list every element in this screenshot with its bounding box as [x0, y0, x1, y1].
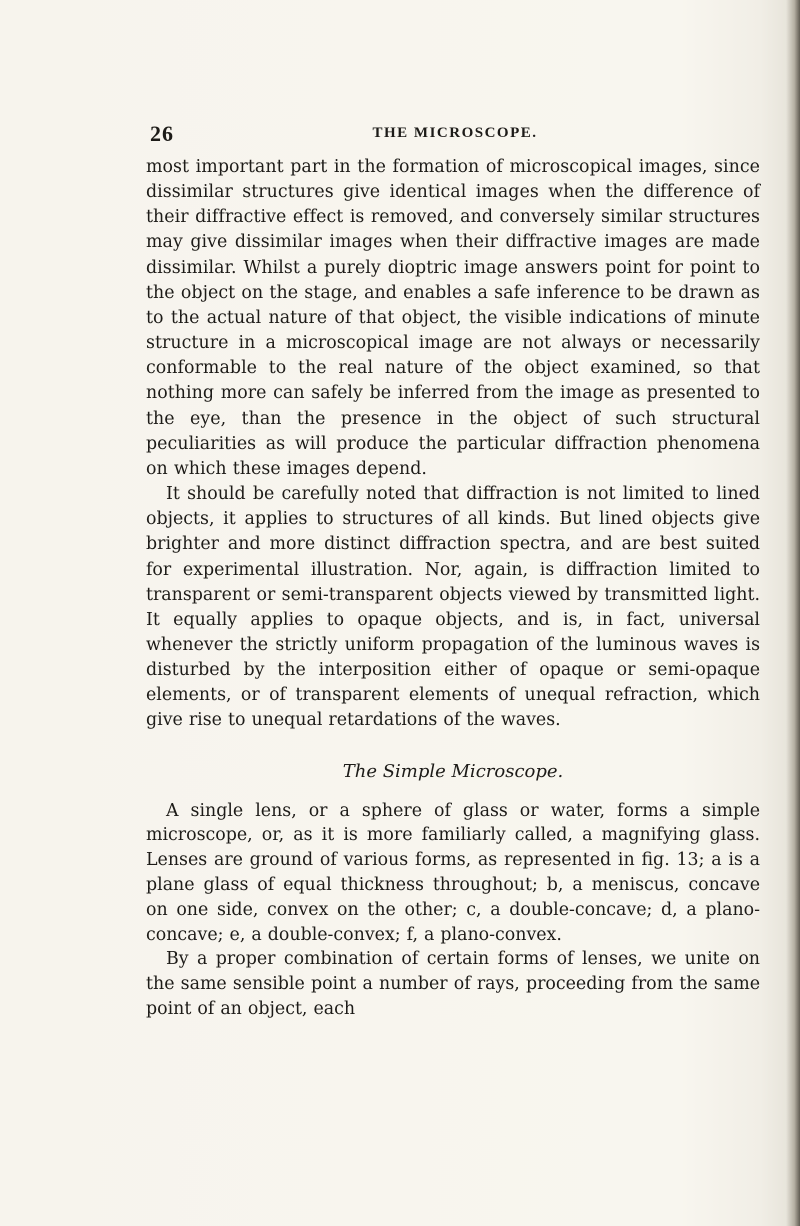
running-title: THE MICROSCOPE. — [372, 125, 538, 141]
section-heading: The Simple Microscope. — [342, 760, 564, 782]
page-header — [150, 121, 760, 147]
paragraph: most important part in the formation of microscopical images, since dissimilar structures give identical images when the difference of their diffractive effect is removed, and conversely similar structures may give dissimilar images when their diffractive images are made dissimilar. Whilst a purely dioptric image answers point for point to the object on the stage, and enables a safe inference to be drawn as to the actual nature of that object, the visible indications of minute structure in a microscopical image are not always or necessarily conformable to the real nature of the object examined, so that nothing more can safely be inferred from the image as presented to the eye, than the presence in the object of such structural peculiarities as will produce the particular diffraction phenomena on which these images depend. — [146, 157, 760, 479]
paragraph: By a proper combination of certain forms of lenses, we unite on the same sensible point a number of rays, proceeding from the same point of an object, each — [146, 949, 760, 1019]
page-number: 26 — [150, 121, 174, 146]
page-edge-shadow — [786, 0, 800, 1226]
paragraph: It should be carefully noted that diffraction is not limited to lined objects, it applies to structures of all kinds. But lined objects give brighter and more distinct diffraction spectra, and are best suited for experimental illustration. Nor, again, is diffraction limited to transparent or semi-transparent objects viewed by transmitted light. It equally applies to opaque objects, and is, in fact, universal whenever the strictly uniform propagation of the luminous waves is disturbed by the interposition either of opaque or semi-opaque elements, or of transparent elements of unequal refraction, which give rise to unequal retardations of the waves. — [146, 484, 760, 731]
body-text — [146, 155, 760, 1022]
paragraph: A single lens, or a sphere of glass or water, forms a simple microscope, or, as it is more familiarly called, a magnifying glass. Lenses are ground of various forms, as represented in fig. 13; a is a plane glass of equal thickness throughout; b, a meniscus, concave on one side, convex on the other; c, a double-concave; d, a plano-concave; e, a double-convex; f, a plano-convex. — [146, 800, 760, 945]
